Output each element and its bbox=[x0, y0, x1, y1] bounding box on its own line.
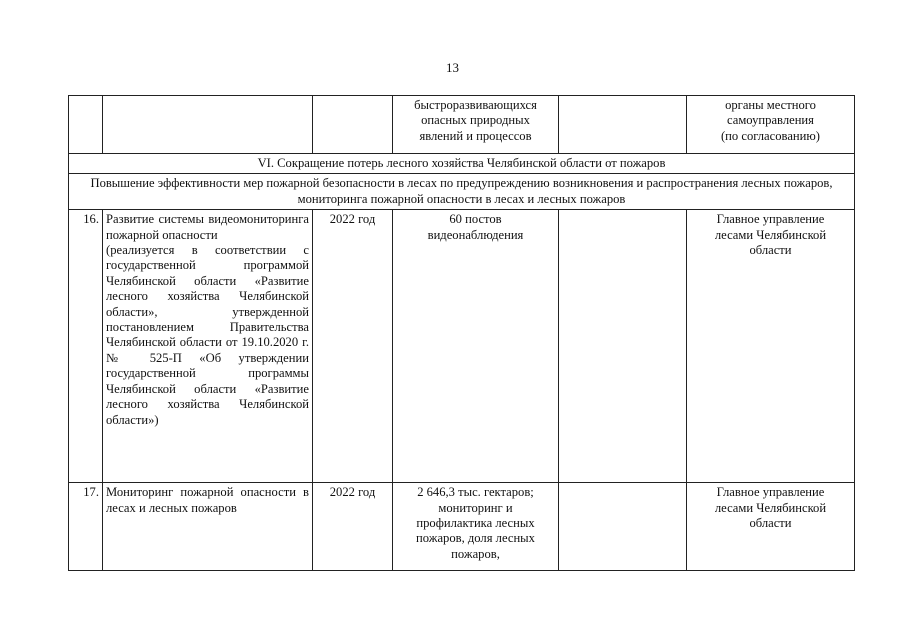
table-row bbox=[69, 210, 855, 483]
row-year: 2022 год bbox=[313, 210, 393, 483]
row-result: 60 постов видеонаблюдения bbox=[393, 210, 559, 483]
section-title: VI. Сокращение потерь лесного хозяйства Челябинской области от пожаров bbox=[69, 154, 855, 174]
table-row-continuation bbox=[69, 96, 855, 154]
task-heading-row bbox=[69, 174, 855, 210]
row-year: 2022 год bbox=[313, 483, 393, 571]
row-name: Мониторинг пожарной опасности в лесах и лесных пожаров bbox=[103, 483, 313, 571]
cell-executor: органы местного самоуправления (по согласованию) bbox=[687, 96, 855, 154]
page-number: 13 bbox=[446, 60, 459, 75]
row-name: Развитие системы видеомониторинга пожарной опасности (реализуется в соответствии с государственной программой Челябинской области «Развитие лесного хозяйства Челябинской области», утвержденной постановлением Правительства Челябинской области от 19.10.2020 г. № 525-П «Об утверждении государственной программы Челябинской области «Развитие лесного хозяйства Челябинской области») bbox=[103, 210, 313, 483]
task-title: Повышение эффективности мер пожарной безопасности в лесах по предупреждению возникновения и распространения лесных пожаров, мониторинга пожарной опасности в лесах и лесных пожаров bbox=[69, 174, 855, 210]
cell-number bbox=[69, 96, 103, 154]
row-executor: Главное управление лесами Челябинской области bbox=[687, 210, 855, 483]
row-extra bbox=[559, 483, 687, 571]
cell-year bbox=[313, 96, 393, 154]
cell-result: быстроразвивающихся опасных природных явлений и процессов bbox=[393, 96, 559, 154]
row-number: 16. bbox=[69, 210, 103, 483]
row-result: 2 646,3 тыс. гектаров; мониторинг и профилактика лесных пожаров, доля лесных пожаров, bbox=[393, 483, 559, 571]
cell-name bbox=[103, 96, 313, 154]
measures-table bbox=[68, 95, 855, 571]
row-extra bbox=[559, 210, 687, 483]
section-heading-row bbox=[69, 154, 855, 174]
table-row bbox=[69, 483, 855, 571]
row-number: 17. bbox=[69, 483, 103, 571]
row-executor: Главное управление лесами Челябинской области bbox=[687, 483, 855, 571]
cell-extra bbox=[559, 96, 687, 154]
